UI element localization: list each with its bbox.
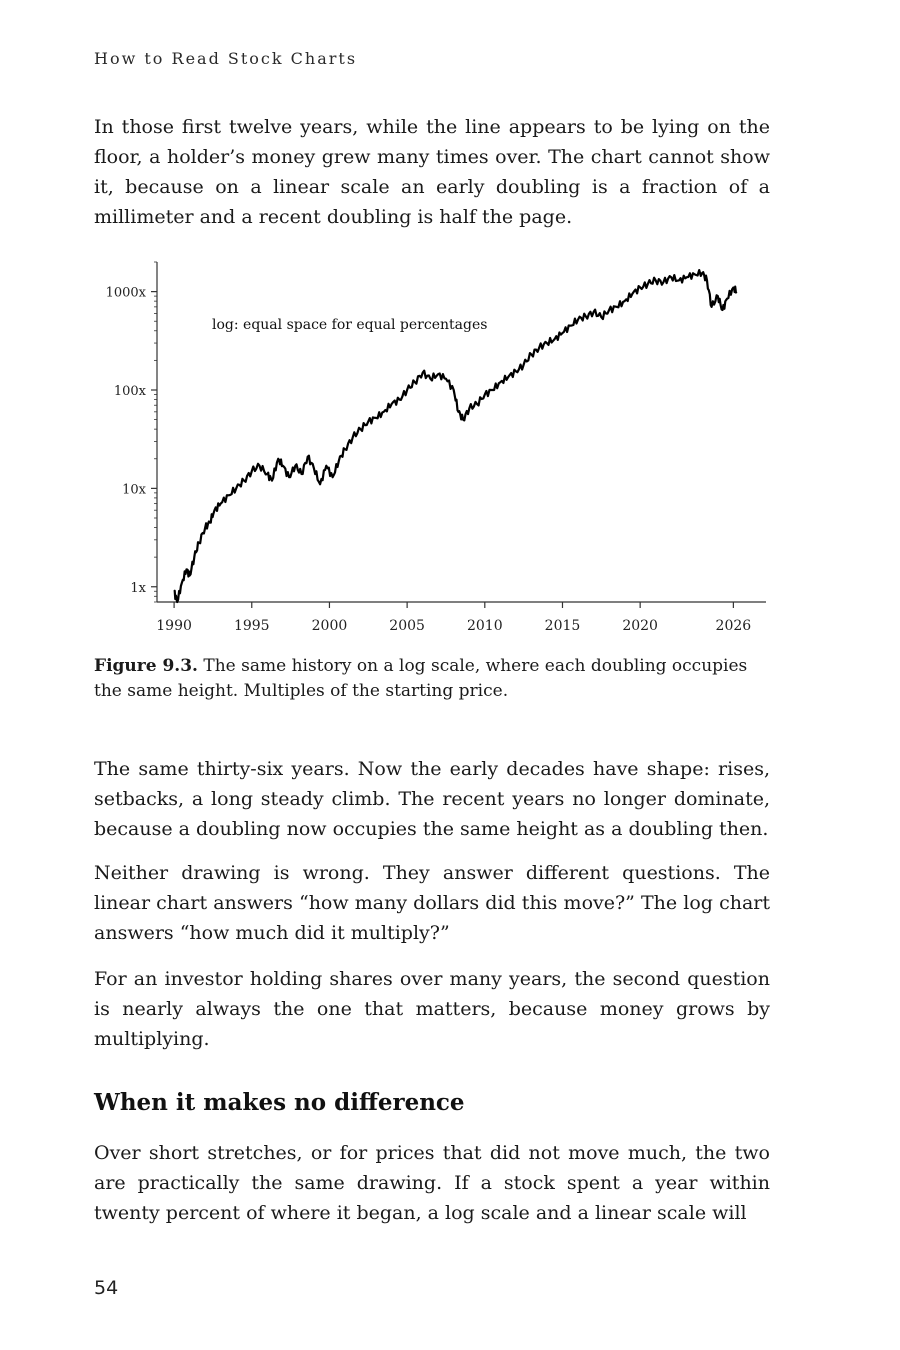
x-tick-label: 2005 bbox=[389, 618, 425, 634]
x-tick-label: 2020 bbox=[622, 618, 658, 634]
chart-annotation: log: equal space for equal percentages bbox=[212, 317, 488, 333]
figure-caption-text: The same history on a log scale, where each doubling occupies the same height. Multiples of the starting price. bbox=[94, 656, 748, 701]
y-tick-label: 10x bbox=[122, 482, 146, 498]
y-tick-label: 1x bbox=[130, 580, 146, 596]
paragraph-same-years: The same thirty-six years. Now the early decades have shape: rises, setbacks, a long steady climb. The recent years no longer dominate, because a doubling now occupies the same height as a doubling then. bbox=[94, 758, 770, 840]
paragraph-short-stretches: Over short stretches, or for prices that did not move much, the two are practically the same drawing. If a stock spent a year within twenty percent of where it began, a log scale and a linear scale will bbox=[94, 1142, 770, 1224]
x-tick-label: 1990 bbox=[156, 618, 192, 634]
log-scale-chart bbox=[88, 252, 778, 642]
x-tick-label: 1995 bbox=[233, 618, 270, 634]
paragraph-intro: In those first twelve years, while the line appears to be lying on the floor, a holder’s money grew many times over. The chart cannot show it, because on a linear scale an early doubling is a fraction of a millimeter and a recent doubling is half the page. bbox=[94, 116, 770, 228]
page-number: 54 bbox=[94, 1277, 119, 1299]
y-axis-ticks bbox=[106, 262, 157, 602]
paragraph-neither-wrong: Neither drawing is wrong. They answer different questions. The linear chart answers “how many dollars did this move?” The log chart answers “how much did it multiply?” bbox=[94, 862, 770, 944]
section-heading: When it makes no difference bbox=[94, 1089, 465, 1116]
x-tick-label: 2000 bbox=[311, 618, 348, 634]
y-tick-label: 1000x bbox=[105, 285, 146, 301]
figure-caption bbox=[94, 654, 754, 704]
running-head: How to Read Stock Charts bbox=[94, 49, 358, 68]
chart-axes bbox=[157, 262, 766, 602]
y-tick-label: 100x bbox=[113, 383, 146, 399]
x-tick-label: 2010 bbox=[466, 618, 503, 634]
x-tick-label: 2026 bbox=[715, 618, 752, 634]
figure-label: Figure 9.3. bbox=[94, 656, 198, 676]
x-axis-ticks bbox=[156, 602, 751, 634]
x-tick-label: 2015 bbox=[544, 618, 581, 634]
paragraph-investor: For an investor holding shares over many years, the second question is nearly always the one that matters, because money grows by multiplying. bbox=[94, 968, 770, 1050]
